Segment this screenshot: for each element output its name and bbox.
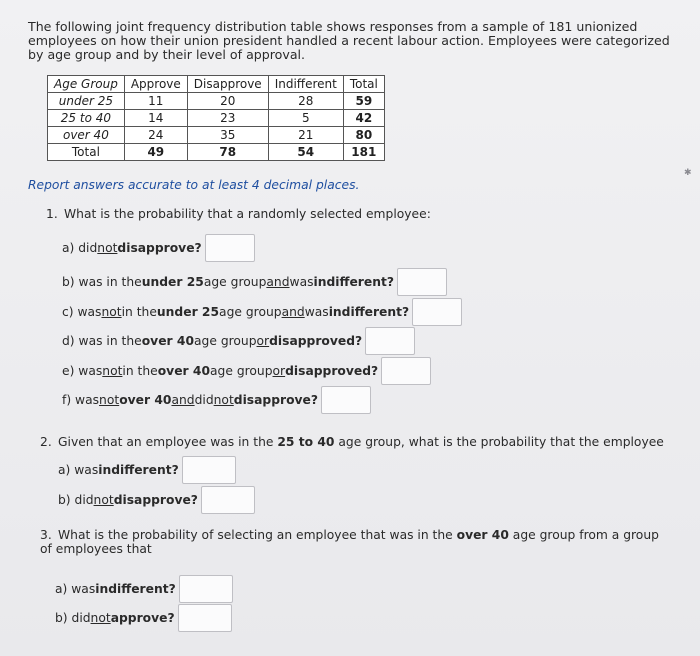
header-indifferent: Indifferent	[268, 76, 343, 93]
cell: 21	[268, 127, 343, 144]
cell: 54	[268, 144, 343, 161]
q3b-answer-input[interactable]	[178, 604, 232, 632]
cell: 5	[268, 110, 343, 127]
intro-paragraph: The following joint frequency distribution table shows responses from a sample of 181 unionized employees on how their union president handled a recent labour action. Employees were categorized by age group and by their level of approval.	[28, 19, 670, 62]
cell-total: 80	[343, 127, 384, 144]
cell: 49	[124, 144, 187, 161]
cell: 23	[187, 110, 268, 127]
cell: 24	[124, 127, 187, 144]
q1b-row: b) was in the under 25 age group and was indifferent?	[62, 268, 447, 296]
q1e-answer-input[interactable]	[381, 357, 431, 385]
q2b-answer-input[interactable]	[201, 486, 255, 514]
cell-group: over 40	[48, 127, 125, 144]
stray-mark-icon: ✱	[684, 168, 692, 178]
cell: 11	[124, 93, 187, 110]
q1b-answer-input[interactable]	[397, 268, 447, 296]
header-disapprove: Disapprove	[187, 76, 268, 93]
cell: 35	[187, 127, 268, 144]
q1d-row: d) was in the over 40 age group or disapproved?	[62, 327, 415, 355]
question-1: 1. What is the probability that a randomly selected employee:	[46, 207, 431, 221]
header-total: Total	[343, 76, 384, 93]
q1d-answer-input[interactable]	[365, 327, 415, 355]
cell-group: 25 to 40	[48, 110, 125, 127]
table-header-row	[48, 76, 385, 93]
report-instruction: Report answers accurate to at least 4 decimal places.	[28, 178, 360, 192]
table-row	[48, 110, 385, 127]
q3b-row: b) did not approve?	[55, 604, 232, 632]
q2a-row: a) was indifferent?	[58, 456, 236, 484]
q1f-answer-input[interactable]	[321, 386, 371, 414]
q1c-answer-input[interactable]	[412, 298, 462, 326]
cell-total: 59	[343, 93, 384, 110]
q1a-row: a) did not disapprove?	[62, 234, 255, 262]
cell: 28	[268, 93, 343, 110]
q1e-row: e) was not in the over 40 age group or disapproved?	[62, 357, 431, 385]
question-3: 3. What is the probability of selecting an employee that was in the over 40 age group from a group of employees that	[40, 528, 659, 556]
q1c-row: c) was not in the under 25 age group and was indifferent?	[62, 298, 462, 326]
cell-total: 42	[343, 110, 384, 127]
question-2: 2. Given that an employee was in the 25 to 40 age group, what is the probability that the employee	[40, 435, 664, 449]
cell-group: under 25	[48, 93, 125, 110]
q2a-answer-input[interactable]	[182, 456, 236, 484]
cell-group: Total	[48, 144, 125, 161]
cell-total: 181	[343, 144, 384, 161]
header-approve: Approve	[124, 76, 187, 93]
table-row	[48, 127, 385, 144]
cell: 78	[187, 144, 268, 161]
cell: 14	[124, 110, 187, 127]
q3a-answer-input[interactable]	[179, 575, 233, 603]
q2b-row: b) did not disapprove?	[58, 486, 255, 514]
header-age-group: Age Group	[48, 76, 125, 93]
cell: 20	[187, 93, 268, 110]
q1a-answer-input[interactable]	[205, 234, 255, 262]
q3a-row: a) was indifferent?	[55, 575, 233, 603]
table-row	[48, 93, 385, 110]
q1f-row: f) was not over 40 and did not disapprove?	[62, 386, 371, 414]
frequency-table	[47, 75, 385, 161]
table-total-row	[48, 144, 385, 161]
